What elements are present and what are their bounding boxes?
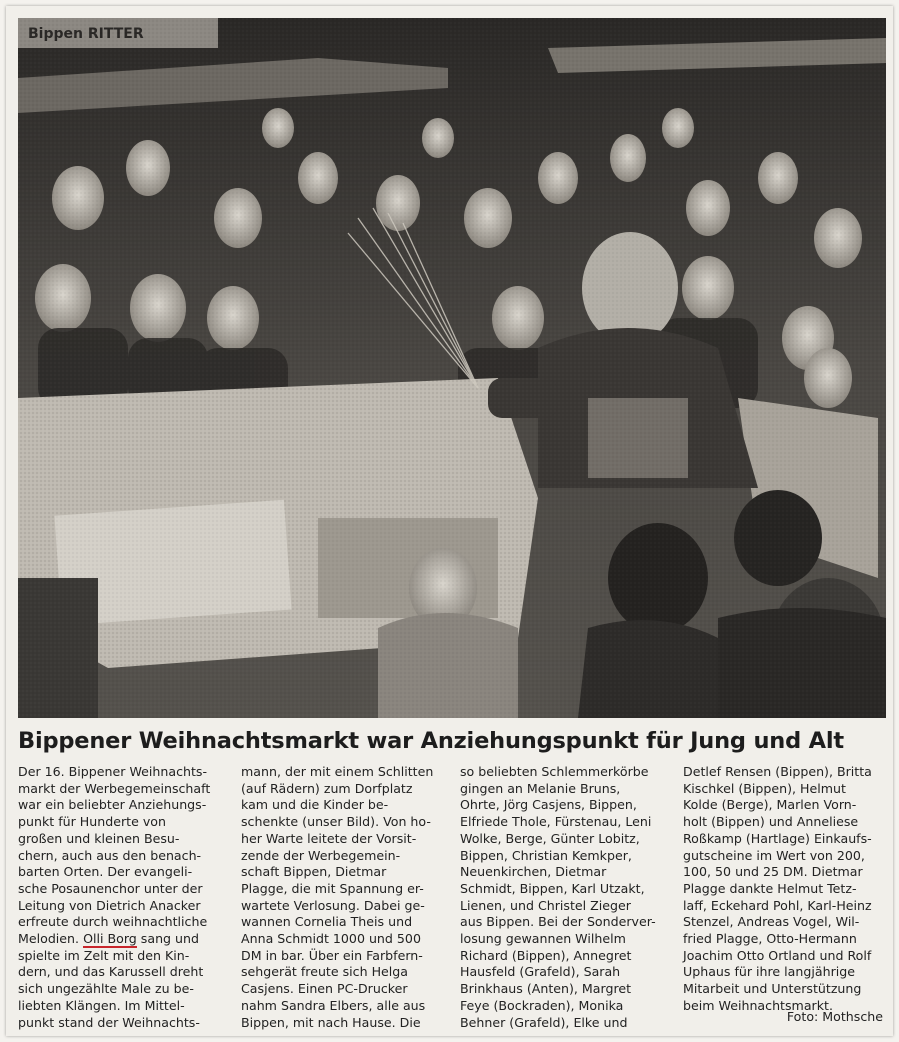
newspaper-clipping bbox=[6, 6, 893, 1036]
article-headline: Bippener Weihnachtsmarkt war Anziehungspunkt für Jung und Alt bbox=[18, 728, 844, 754]
article-column-1 bbox=[18, 764, 224, 1031]
column-1-text-start: Der 16. Bippener Weihnachts- markt der Werbegemeinschaft war ein beliebter Anziehungs- punkt für Hunderte von großen und kleinen Besu- chern, auch aus den benach- barten Orten. Der evangeli- sche Posaunenchor unter der Leitung von Dietrich Anacker erfreute durch weihnachtliche Melodien. bbox=[18, 764, 211, 947]
article-body bbox=[18, 764, 890, 1034]
underlined-name-olli-borg: Olli Borg bbox=[83, 931, 137, 947]
article-column-4: Detlef Rensen (Bippen), Britta Kischkel (Bippen), Helmut Kolde (Berge), Marlen Vorn- holt (Bippen) und Anneliese Roßkamp (Hartlage) Einkaufs- gutscheine im Wert von 200, 100, 50 und 25 DM. Dietmar Plagge dankte Helmut Tetz- laff, Eckehard Pohl, Karl-Heinz Stenzel, Andreas Vogel, Wil- fried Plagge, Otto-Hermann Joachim Otto Ortland und Rolf Uphaus für ihre langjährige Mitarbeit und Unterstützung beim Weihnachtsmarkt. bbox=[683, 764, 872, 1013]
article-column-3: so beliebten Schlemmerkörbe gingen an Melanie Bruns, Ohrte, Jörg Casjens, Bippen, Elfriede Thole, Fürstenau, Leni Wolke, Berge, Günter Lobitz, Bippen, Christian Kemkper, Neuenkirchen, Dietmar Schmidt, Bippen, Karl Utzakt, Lienen, und Christel Zieger aus Bippen. Bei der Sonderver- losung gewannen Wilhelm Richard (Bippen), Annegret Hausfeld (Grafeld), Sarah Brinkhaus (Anten), Margret Feye (Bockraden), Monika Behner (Grafeld), Elke und bbox=[460, 764, 656, 1030]
column-1-text-end: sang und spielte im Zelt mit den Kin- dern, und das Karussell dreht sich ungezählte Male zu be- liebten Klängen. Im Mittel- punkt stand der Weihnachts- bbox=[18, 931, 204, 1030]
crowd-photo-illustration bbox=[18, 18, 886, 718]
photo-credit: Foto: Mothsche bbox=[786, 1009, 883, 1024]
news-photo-christmas-market bbox=[18, 18, 886, 718]
article-column-2: mann, der mit einem Schlitten (auf Rädern) zum Dorfplatz kam und die Kinder be- schenkte (unser Bild). Von ho- her Warte leitete der Vorsit- zende der Werbegemein- schaft Bippen, Dietmar Plagge, die mit Spannung er- wartete Verlosung. Dabei ge- wannen Cornelia Theis und Anna Schmidt 1000 und 500 DM in bar. Über ein Farbfern- sehgerät freute sich Helga Casjens. Einen PC-Drucker nahm Sandra Elbers, alle aus Bippen, mit nach Hause. Die bbox=[241, 764, 434, 1030]
